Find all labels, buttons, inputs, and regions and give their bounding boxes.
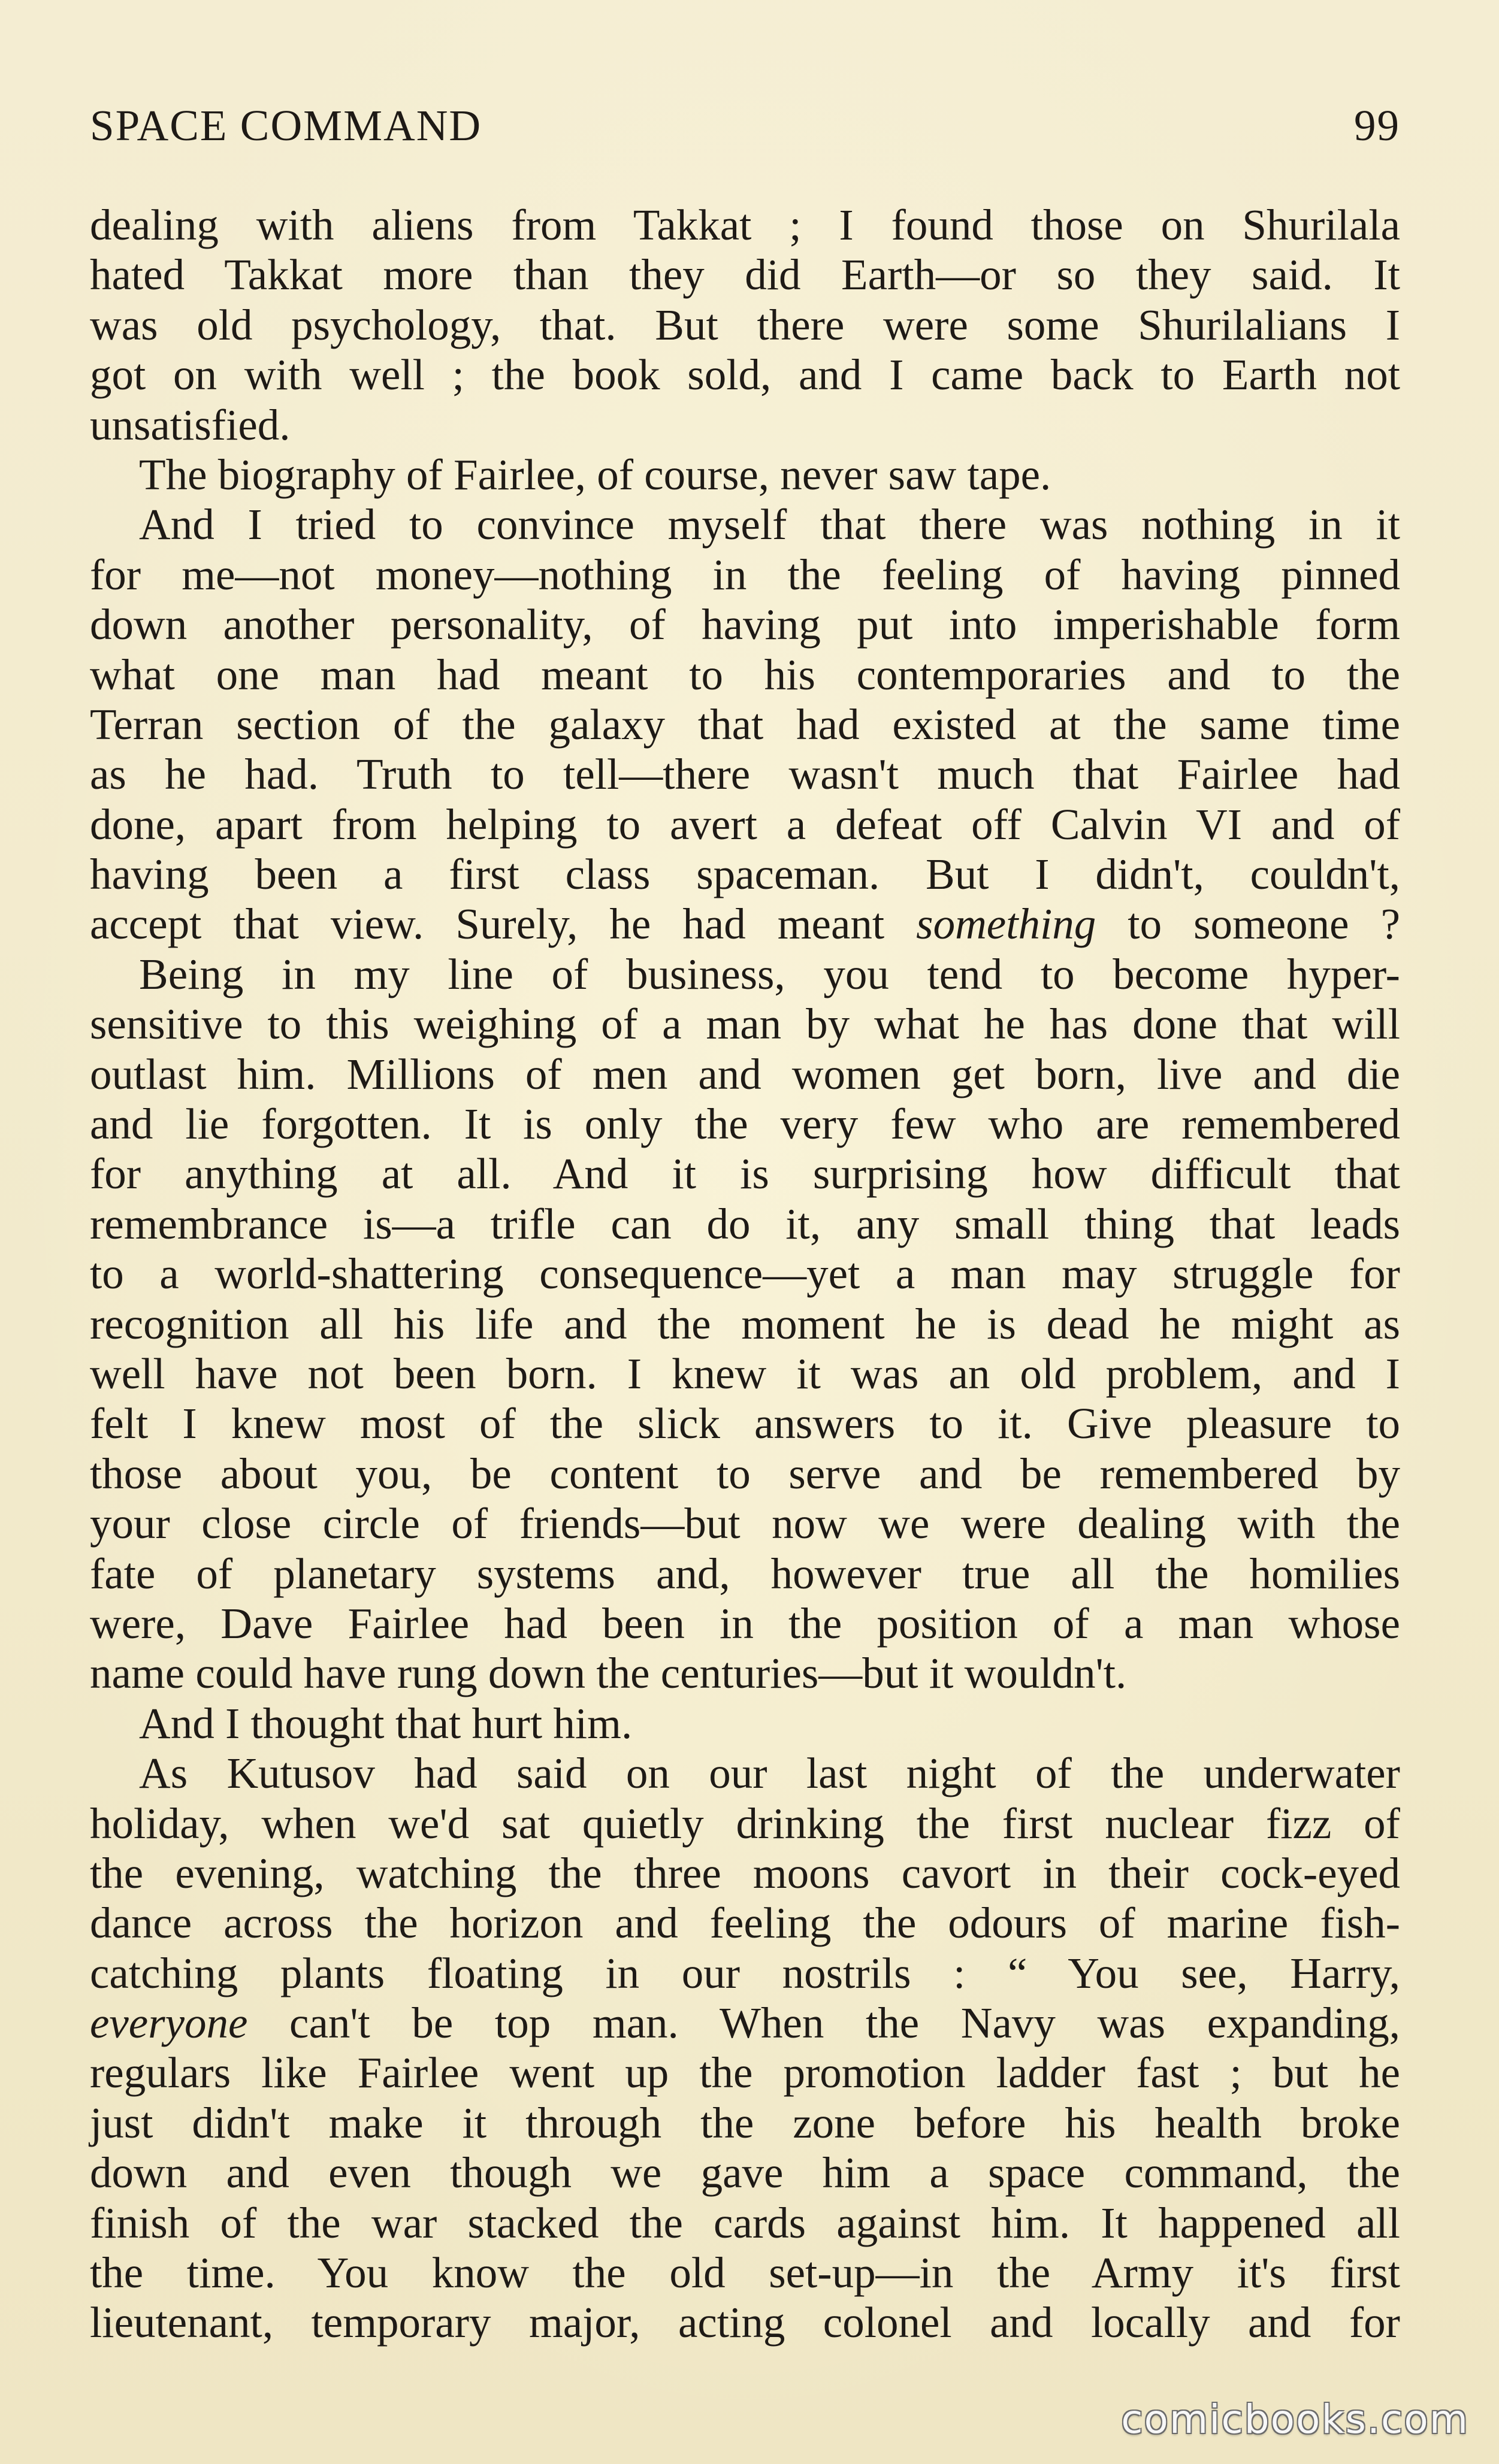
text-line: just didn't make it through the zone before his health broke xyxy=(90,2098,1400,2147)
text-line: Being in my line of business, you tend to become hyper- xyxy=(139,949,1400,998)
text-line: to a world-shattering consequence—yet a man may struggle for xyxy=(90,1249,1400,1298)
text-line: dealing with aliens from Takkat ; I found those on Shurilala xyxy=(90,201,1400,249)
watermark-logo: comicbooks.com xyxy=(1121,2396,1469,2442)
text-line: remembrance is—a trifle can do it, any small thing that leads xyxy=(90,1199,1400,1248)
text-line: got on with well ; the book sold, and I came back to Earth not xyxy=(90,350,1400,399)
text-line: hated Takkat more than they did Earth—or so they said. It xyxy=(90,250,1400,299)
running-head: SPACE COMMAND xyxy=(90,101,482,150)
text-line: done, apart from helping to avert a defeat off Calvin VI and of xyxy=(90,800,1400,849)
text-line: As Kutusov had said on our last night of the underwater xyxy=(139,1749,1400,1798)
text-line: what one man had meant to his contemporaries and to the xyxy=(90,650,1400,699)
text-line: The biography of Fairlee, of course, never saw tape. xyxy=(139,450,1051,499)
page-number: 99 xyxy=(1354,101,1400,150)
text-line: Terran section of the galaxy that had existed at the same time xyxy=(90,700,1400,749)
text-line: as he had. Truth to tell—there wasn't much that Fairlee had xyxy=(90,750,1400,799)
text-line: lieutenant, temporary major, acting colonel and locally and for xyxy=(90,2298,1400,2347)
text-line: and lie forgotten. It is only the very few who are remembered xyxy=(90,1100,1400,1149)
text-line: accept that view. Surely, he had meant something to someone ? xyxy=(90,900,1400,949)
text-line: was old psychology, that. But there were some Shurilalians I xyxy=(90,300,1400,349)
text-line: And I thought that hurt him. xyxy=(139,1699,633,1748)
text-line: outlast him. Millions of men and women get born, live and die xyxy=(90,1049,1400,1098)
body-text xyxy=(90,200,1400,2348)
text-line: for anything at all. And it is surprising how difficult that xyxy=(90,1149,1400,1198)
text-line: were, Dave Fairlee had been in the position of a man whose xyxy=(90,1599,1400,1648)
emphasis: everyone xyxy=(90,1999,248,2048)
text-line: everyone can't be top man. When the Navy was expanding, xyxy=(90,1999,1400,2048)
text-line: those about you, be content to serve and be remembered by xyxy=(90,1449,1400,1498)
text-line: down and even though we gave him a space command, the xyxy=(90,2148,1400,2197)
text-line: recognition all his life and the moment he is dead he might as xyxy=(90,1299,1400,1348)
text-line: regulars like Fairlee went up the promotion ladder fast ; but he xyxy=(90,2048,1400,2097)
text-line: sensitive to this weighing of a man by what he has done that will xyxy=(90,1000,1400,1049)
text-line: fate of planetary systems and, however true all the homilies xyxy=(90,1549,1400,1598)
text-line: name could have rung down the centuries—but it wouldn't. xyxy=(90,1649,1127,1698)
text-line: your close circle of friends—but now we were dealing with the xyxy=(90,1499,1400,1548)
text-line: the evening, watching the three moons cavort in their cock-eyed xyxy=(90,1848,1400,1897)
text-line: catching plants floating in our nostrils : “ You see, Harry, xyxy=(90,1948,1400,1997)
emphasis: something xyxy=(916,900,1096,949)
text-line: finish of the war stacked the cards against him. It happened all xyxy=(90,2198,1400,2247)
page-header xyxy=(90,101,1400,161)
text-line: the time. You know the old set-up—in the Army it's first xyxy=(90,2248,1400,2297)
text-line: unsatisfied. xyxy=(90,400,291,449)
text-line: well have not been born. I knew it was an old problem, and I xyxy=(90,1349,1400,1398)
text-line: down another personality, of having put into imperishable form xyxy=(90,600,1400,649)
text-line: And I tried to convince myself that there was nothing in it xyxy=(139,500,1400,549)
text-line: holiday, when we'd sat quietly drinking the first nuclear fizz of xyxy=(90,1799,1400,1848)
text-line: felt I knew most of the slick answers to it. Give pleasure to xyxy=(90,1399,1400,1448)
text-line: for me—not money—nothing in the feeling of having pinned xyxy=(90,550,1400,599)
text-line: having been a first class spaceman. But I didn't, couldn't, xyxy=(90,850,1400,899)
text-line: dance across the horizon and feeling the odours of marine fish- xyxy=(90,1899,1400,1948)
